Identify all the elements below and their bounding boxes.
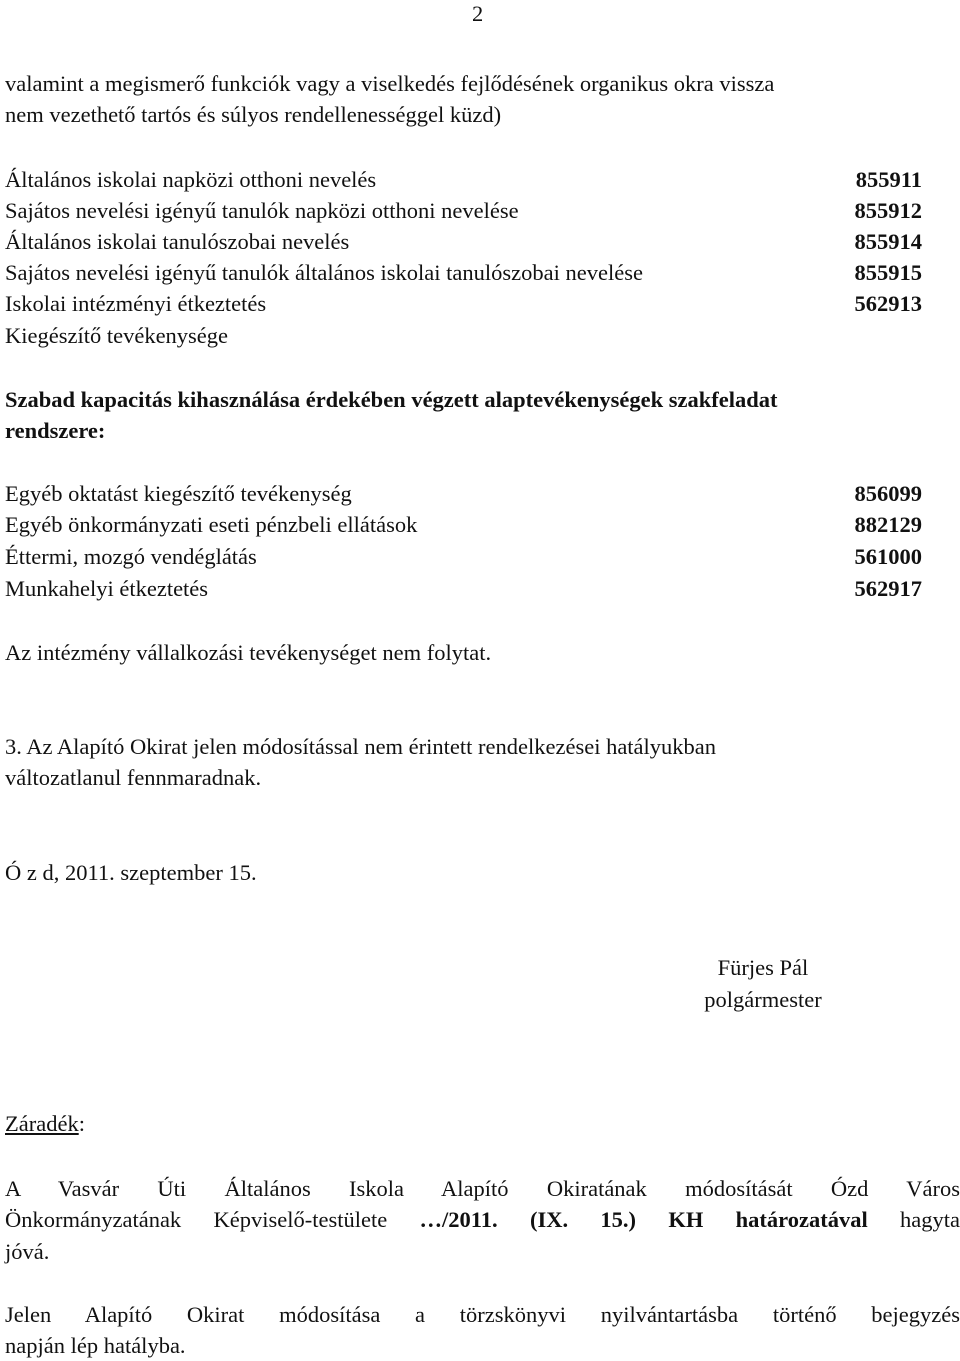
clause-line-2-end: hagyta — [867, 1207, 960, 1232]
place-date: Ó z d, 2011. szeptember 15. — [5, 860, 257, 885]
supplementary-heading: Kiegészítő tevékenysége — [5, 323, 229, 348]
effective-line-1: Jelen Alapító Okirat módosítása a törzskönyvi nyilvántartásba történő bejegyzés — [5, 1302, 960, 1327]
free-capacity-code: 856099 — [854, 481, 922, 506]
activity-code: 855914 — [854, 229, 922, 254]
activity-label: Általános iskolai tanulószobai nevelés — [5, 229, 350, 254]
free-capacity-row — [5, 541, 922, 572]
activity-label: Iskolai intézményi étkeztetés — [5, 291, 267, 316]
clause-heading — [5, 1108, 85, 1139]
activity-row — [5, 288, 922, 319]
clause-heading-label: Záradék — [5, 1111, 79, 1136]
free-capacity-code: 882129 — [854, 512, 922, 537]
clause-heading-colon: : — [78, 1111, 85, 1136]
free-capacity-label: Egyéb oktatást kiegészítő tevékenység — [5, 481, 352, 506]
free-capacity-code: 562917 — [854, 576, 922, 601]
signatory-name: Fürjes Pál — [717, 955, 809, 980]
free-capacity-heading-line-1: Szabad kapacitás kihasználása érdekében végzett alaptevékenységek szakfeladat — [5, 387, 778, 412]
activity-code: 855911 — [855, 167, 922, 192]
activity-code: 855912 — [854, 198, 922, 223]
free-capacity-label: Munkahelyi étkeztetés — [5, 576, 209, 601]
clause-line-1: A Vasvár Úti Általános Iskola Alapító Okiratának módosítását Ózd Város — [5, 1176, 960, 1201]
activity-row — [5, 195, 922, 226]
free-capacity-label: Éttermi, mozgó vendéglátás — [5, 544, 257, 569]
resolution-reference: …/2011. (IX. 15.) KH határozatával — [419, 1207, 868, 1232]
free-capacity-row — [5, 478, 922, 509]
intro-line-2: nem vezethető tartós és súlyos rendellenességgel küzd) — [5, 102, 502, 127]
free-capacity-heading-line-2: rendszere: — [5, 418, 106, 443]
intro-line-1: valamint a megismerő funkciók vagy a viselkedés fejlődésének organikus okra vissza — [5, 71, 775, 96]
no-business-statement: Az intézmény vállalkozási tevékenységet nem folytat. — [5, 640, 492, 665]
activity-code: 855915 — [854, 260, 922, 285]
activity-label: Sajátos nevelési igényű tanulók általános iskolai tanulószobai nevelése — [5, 260, 643, 285]
signatory-title: polgármester — [704, 987, 822, 1012]
activity-row — [5, 257, 922, 288]
clause-line-3: jóvá. — [5, 1239, 50, 1264]
activity-label: Általános iskolai napközi otthoni nevelés — [5, 167, 377, 192]
free-capacity-row — [5, 509, 922, 540]
activity-label: Sajátos nevelési igényű tanulók napközi otthoni nevelése — [5, 198, 519, 223]
free-capacity-row — [5, 573, 922, 604]
effective-line-2: napján lép hatályba. — [5, 1333, 186, 1358]
activity-row — [5, 164, 922, 195]
activity-row — [5, 226, 922, 257]
free-capacity-code: 561000 — [854, 544, 922, 569]
page-number: 2 — [472, 1, 484, 26]
clause-line-2 — [5, 1204, 960, 1235]
section-3-line-2: változatlanul fennmaradnak. — [5, 765, 262, 790]
activity-code: 562913 — [854, 291, 922, 316]
free-capacity-label: Egyéb önkormányzati eseti pénzbeli ellátások — [5, 512, 418, 537]
clause-line-2-start: Önkormányzatának Képviselő-testülete — [5, 1207, 420, 1232]
section-3-line-1: 3. Az Alapító Okirat jelen módosítással nem érintett rendelkezései hatályukban — [5, 734, 717, 759]
